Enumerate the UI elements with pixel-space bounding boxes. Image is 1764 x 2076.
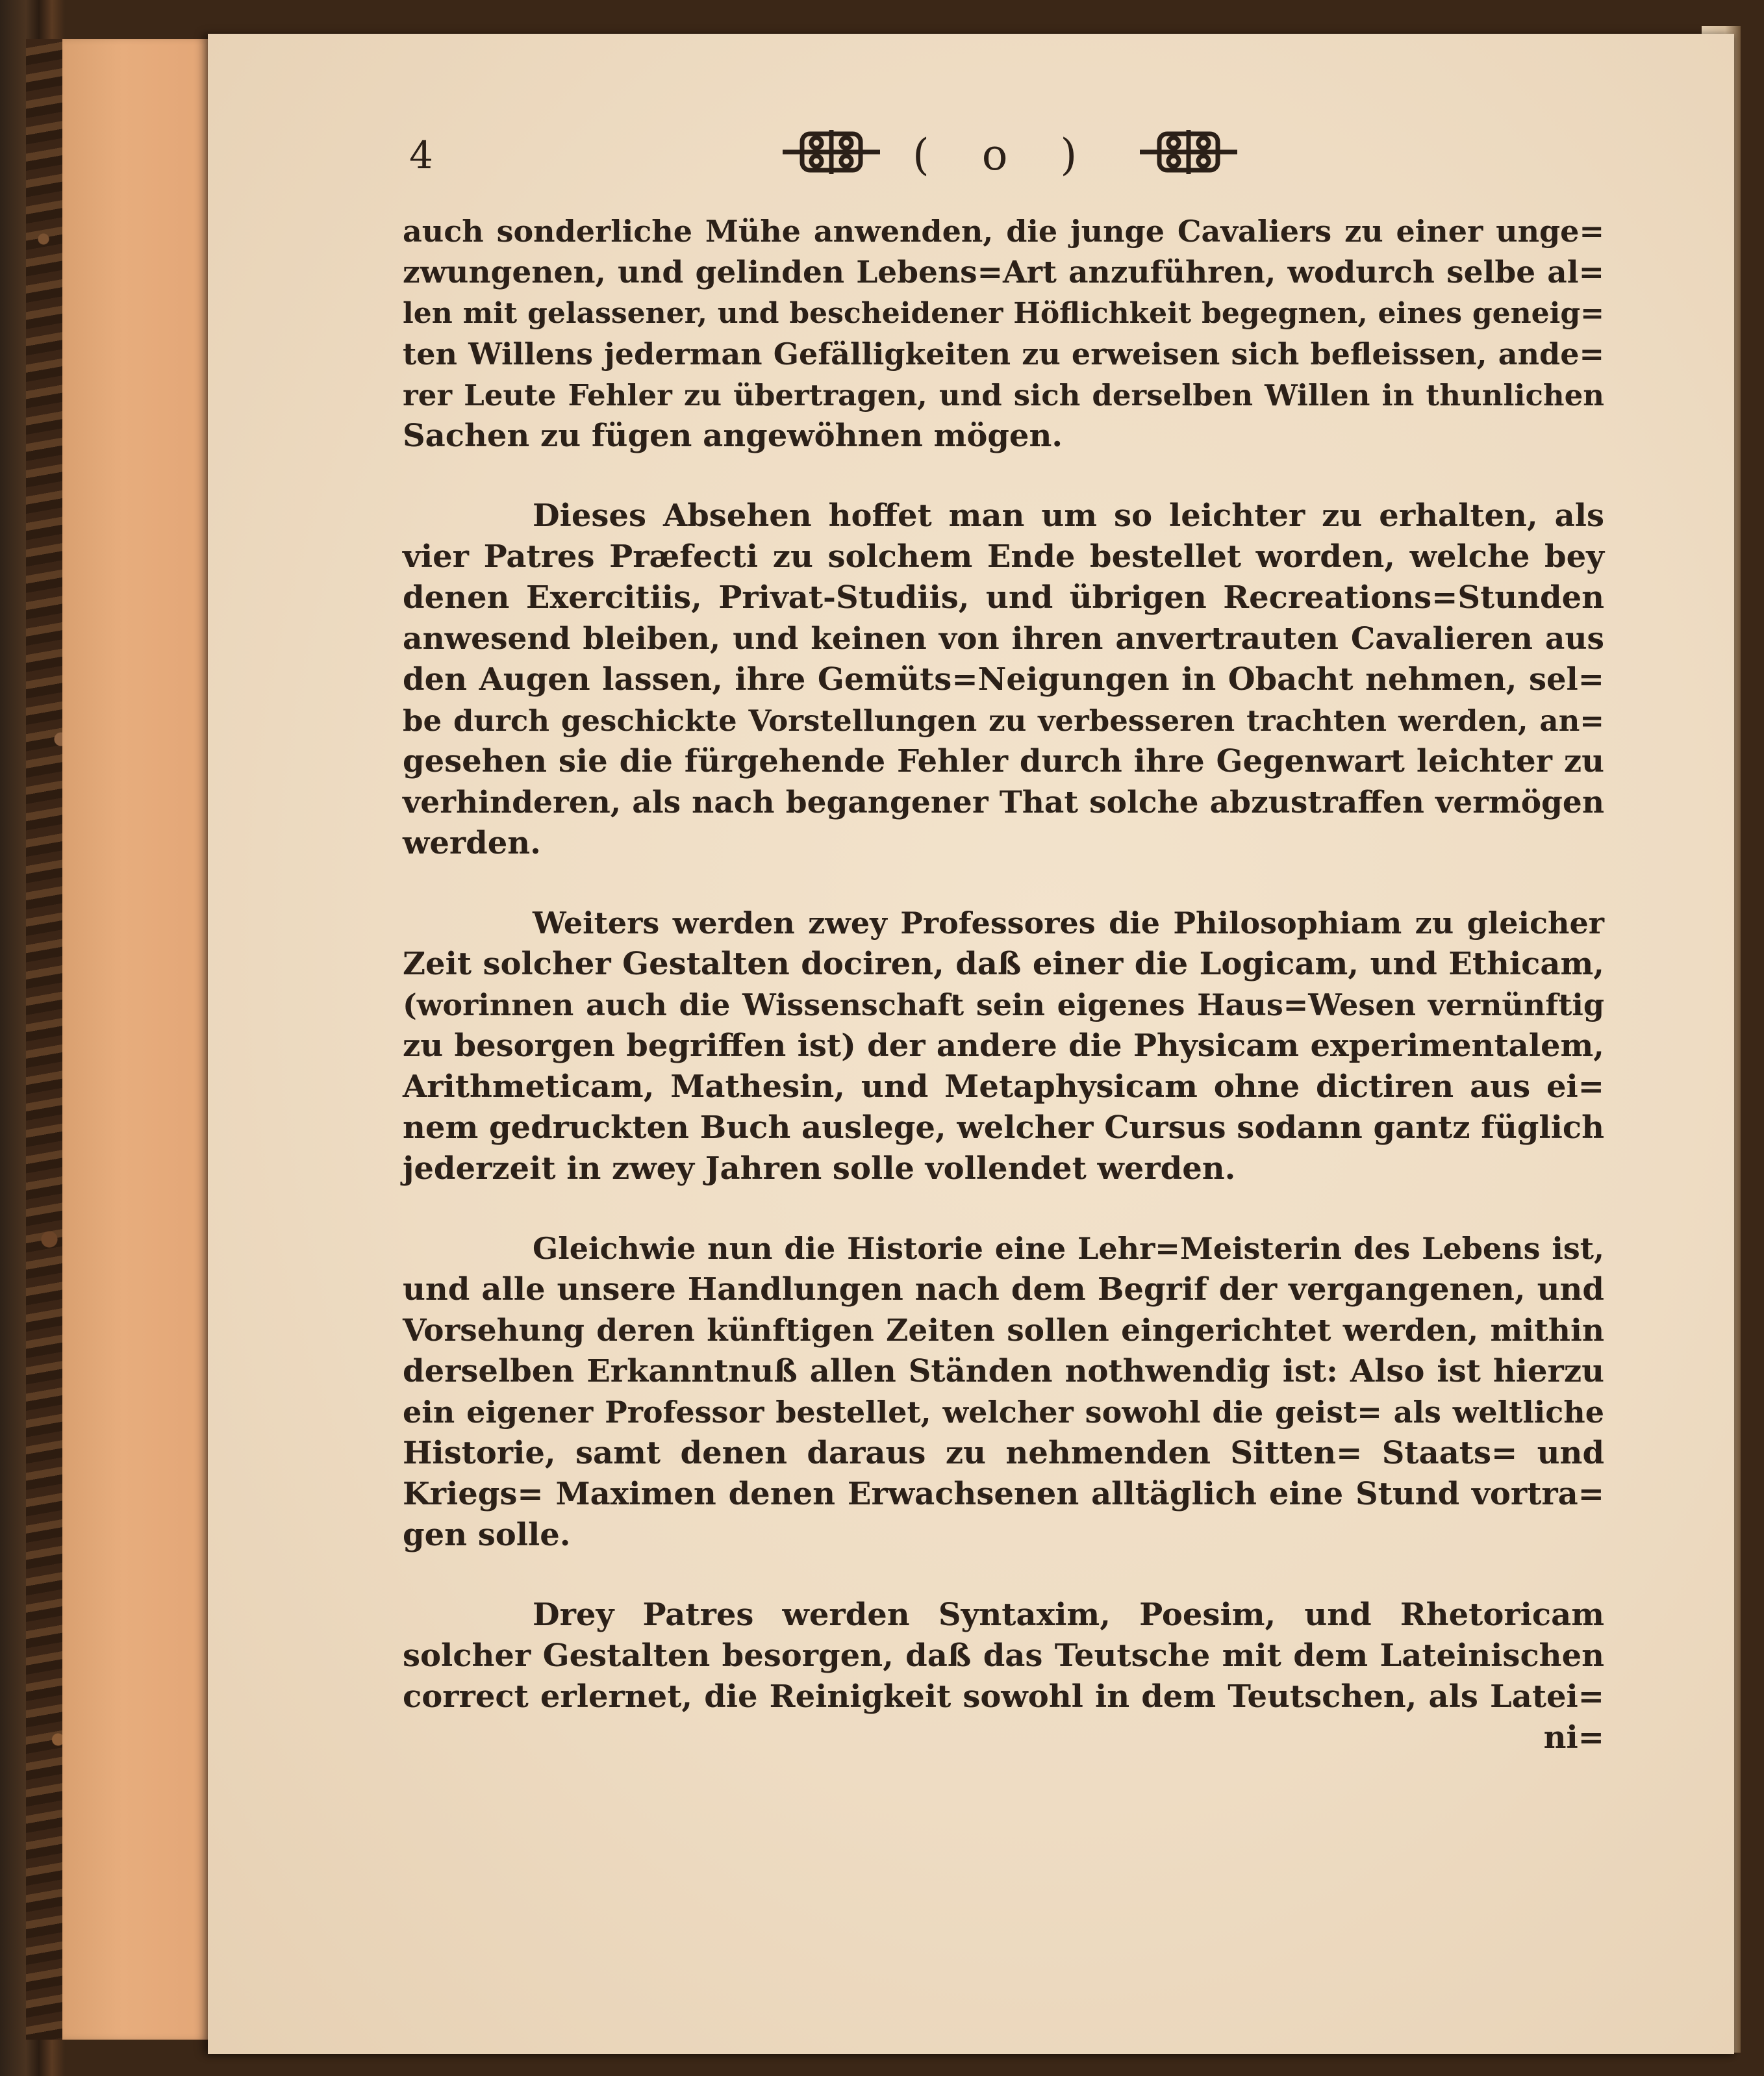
page-body: [403, 211, 1604, 1758]
text-line: Gleichwie nun die Historie eine Lehr=Meisterin des Lebens ist,: [533, 1231, 1604, 1266]
text-line: nem gedruckten Buch auslege, welcher Cursus sodann gantz füglich: [403, 1109, 1604, 1146]
text-line: Kriegs= Maximen denen Erwachsenen alltäglich eine Stund vortra=: [403, 1476, 1604, 1512]
text-line: Vorsehung deren künftigen Zeiten sollen eingerichtet werden, mithin: [403, 1313, 1604, 1348]
paragraph: [403, 1595, 1604, 1717]
text-line: Arithmeticam, Mathesin, und Metaphysicam ohne dictiren aus ei=: [403, 1069, 1604, 1105]
text-line: anwesend bleiben, und keinen von ihren anvertrauten Cavalieren aus: [403, 621, 1604, 657]
text-line: den Augen lassen, ihre Gemüts=Neigungen in Obacht nehmen, sel=: [403, 661, 1604, 698]
text-line: gen solle.: [403, 1517, 571, 1553]
header-ornament-left: [783, 127, 880, 177]
text-line: Drey Patres werden Syntaxim, Poesim, und Rhetoricam: [533, 1597, 1604, 1633]
text-line: zwungenen, und gelinden Lebens=Art anzuführen, wodurch selbe al=: [403, 255, 1604, 290]
text-line: und alle unsere Handlungen nach dem Begrif der vergangenen, und: [403, 1271, 1604, 1308]
header-ornament-right: [1140, 127, 1237, 177]
text-line: derselben Erkanntnuß allen Ständen nothwendig ist: Also ist hierzu: [403, 1353, 1604, 1389]
text-line: Sachen zu fügen angewöhnen mögen.: [403, 418, 1063, 454]
text-line: vier Patres Præfecti zu solchem Ende bestellet worden, welche bey: [403, 538, 1604, 575]
text-line: ten Willens jederman Gefälligkeiten zu erweisen sich befleissen, ande=: [403, 336, 1604, 372]
text-line: Dieses Absehen hoffet man um so leichter zu erhalten, als: [533, 498, 1604, 534]
text-line: gesehen sie die fürgehende Fehler durch ihre Gegenwart leichter zu: [403, 743, 1604, 779]
text-line: jederzeit in zwey Jahren solle vollendet werden.: [403, 1150, 1236, 1187]
paragraph: [403, 496, 1604, 864]
paragraph: [403, 211, 1604, 457]
endpaper-leaf: [62, 39, 212, 2040]
text-line: werden.: [403, 825, 541, 861]
text-line: Historie, samt denen daraus zu nehmenden Sitten= Staats= und: [403, 1435, 1604, 1471]
text-line: Weiters werden zwey Professores die Philosophiam zu gleicher: [533, 905, 1604, 941]
text-line: denen Exercitiis, Privat-Studiis, und übrigen Recreations=Stunden: [403, 579, 1604, 616]
text-line: be durch geschickte Vorstellungen zu verbesseren trachten werden, an=: [403, 703, 1604, 738]
text-line: verhinderen, als nach begangener That solche abzustraffen vermögen: [403, 785, 1604, 820]
paragraph: [403, 1228, 1604, 1556]
header-mark: ( o ): [913, 130, 1097, 180]
text-line: rer Leute Fehler zu übertragen, und sich derselben Willen in thunlichen: [403, 378, 1604, 412]
text-line: solcher Gestalten besorgen, daß das Teutsche mit dem Lateinischen: [403, 1638, 1604, 1674]
text-line: Zeit solcher Gestalten dociren, daß einer die Logicam, und Ethicam,: [403, 946, 1604, 982]
text-line: (worinnen auch die Wissenschaft sein eigenes Haus=Wesen vernünftig: [403, 987, 1604, 1022]
paragraph: [403, 903, 1604, 1189]
text-line: correct erlernet, die Reinigkeit sowohl in dem Teutschen, als Latei=: [403, 1678, 1604, 1715]
catchword: ni=: [1543, 1719, 1604, 1756]
page-number: 4: [409, 133, 433, 177]
text-line: len mit gelassener, und bescheidener Höflichkeit begegnen, eines geneig=: [403, 297, 1604, 330]
text-line: auch sonderliche Mühe anwenden, die junge Cavaliers zu einer unge=: [403, 214, 1604, 249]
text-line: zu besorgen begriffen ist) der andere die Physicam experimentalem,: [403, 1028, 1604, 1064]
text-line: ein eigener Professor bestellet, welcher sowohl die geist= als weltliche: [403, 1395, 1604, 1430]
